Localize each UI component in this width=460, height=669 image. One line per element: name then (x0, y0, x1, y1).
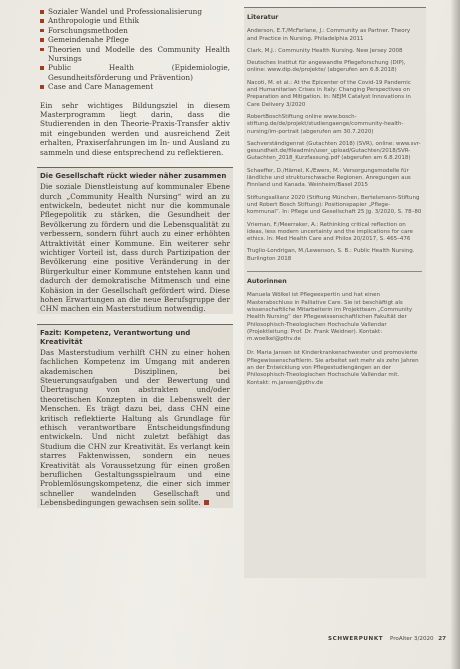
section-body: Das Masterstudium verhilft CHN zu einer hohen fachlichen Kompetenz im Umgang mit anderen akademischen Disziplinen, bei Steuerungsaufgaben und der Bewertung und Übertragung von abstrakten und/oder theoretischen Konzepten in die Lebenswelt der Menschen. Es trägt dazu bei, dass CHN eine kritisch reflektierte Haltung als Grundlage für ethisch verantwortbare Entscheidungsfindung entwickeln. Und nicht zuletzt befähigt das Studium die CHN zur Kreativität. Es verlangt kein starres Faktenwissen, sondern ein neues Kreativität als Voraussetzung für einen großen beruflichen Gestaltungsspielraum und eine Problemlösungskompetenz, die einer sich immer schneller wandelnden Gesellschaft und Lebensbedingungen gewachsen sein sollte. (40, 347, 230, 508)
reference-item: Clark, M.J.: Community Health Nursing. New Jersey 2008 (247, 47, 403, 54)
literature-heading: Literatur (247, 14, 279, 21)
intro-paragraph: Ein sehr wichtiges Bildungsziel in diesem Masterprogramm liegt darin, dass die Studierenden in den Theorie-Praxis-Transfer aktiv mit eingebunden werden und ausreichend Zeit erhalten, Praxiserfahrungen im In- und Ausland zu sammeln und diese entsprechend zu reflektieren. (40, 100, 230, 157)
reference-item: RobertBoschStiftung online www.bosch-stiftung.de/de/projekt/studiengaenge/community-health-nursing/im-portrait (abgerufen am 30.7.2020) (247, 113, 404, 135)
bullet-item: Forschungsmethoden (40, 26, 230, 35)
section-body: Die soziale Dienstleistung auf kommunaler Ebene durch „Community Health Nursing“ wird an zu entwickeln, bedeutet nicht nur die kommunale Pflegepolitik zu stärken, die Gesundheit der Bevölkerung zu fördern und die Lebensqualität zu verbessern, sondern führt auch zu einer erhöhten Attraktivität einer Kommune. Ein weiterer sehr wichtiger Vorteil ist, dass durch Partizipation der Bevölkerung eine positive Veränderung in der Bürgerkultur einer Kommune entstehen kann und dadurch der demokratische Mitmensch und eine Kohäsion in der Gesellschaft gefördert wird. Diese hohen Erwartungen an die neue Berufsgruppe der CHN machen ein Masterstudium notwendig. (40, 182, 230, 314)
reference-item: Sachverständigenrat (Gutachten 2018) (SVR), online: www.svr-gesundheit.de/fileadmin/user_upload/Gutachten/2018/SVR-Gutachten_2018_Kurzfassung.pdf (abgerufen am 6.8.2018) (247, 140, 421, 162)
page-number: 27 (438, 636, 446, 642)
end-of-article-mark (204, 500, 209, 505)
bullet-item: Anthropologie und Ethik (40, 16, 230, 25)
reference-item: Vrieman, F./Meerraker, A.: Rethinking critical reflection on ideas, less modern uncertainty and the implications for care ethics. In: Med Health Care and Philos 20/2017, S. 465–476 (247, 221, 413, 243)
reference-item: Stiftungsallianz 2020 (Stiftung München, Bertelsmann-Stiftung und Robert Bosch Stiftung): Positionspapier „Pflege-kommunal“. In: Pflege und Gesellschaft 25 Jg. 3/2020, S. 78–80 (247, 194, 422, 216)
bullet-item: Sozialer Wandel und Professionalisierung (40, 7, 230, 16)
reference-item: Anderson, E.T./McFarlane, J.: Community as Partner. Theory and Practice in Nursing. Philadelphia 2011 (247, 28, 411, 42)
bullet-item: Gemeindenahe Pflege (40, 35, 230, 44)
left-column (40, 7, 230, 508)
reference-item: Truglio-Londrigan, M./Lewenson, S. B.: Public Health Nursing. Burlington 2018 (247, 248, 415, 262)
footer-section-name: SCHWERPUNKT (328, 636, 384, 642)
footer-issue: ProAlter 3/2020 (389, 636, 434, 642)
section-conclusion (37, 324, 233, 508)
reference-item: Schaeffer, D./Hämel, K./Ewers, M.: Versorgungsmodelle für ländliche und strukturschwache Regionen. Anregungen aus Finnland und Kanada. Weinheim/Basel 2015 (247, 167, 411, 189)
section-heading: Fazit: Kompetenz, Verantwortung und Kreativität (40, 328, 191, 346)
bullet-item: Theorien und Modelle des Community Health Nursings (40, 45, 230, 64)
page-footer (328, 636, 446, 642)
module-bullet-list (40, 7, 230, 92)
reference-item: Deutsches Institut für angewandte Pflegeforschung (DIP), online: www.dip.de/projekte/ (abgerufen am 6.8.2018) (247, 60, 406, 74)
section-heading: Die Gesellschaft rückt wieder näher zusammen (40, 172, 227, 181)
bullet-item: Public Health (Epidemiologie, Gesundheitsförderung und Prävention) (40, 63, 230, 82)
divider (247, 271, 422, 272)
reference-item: Nacoti, M. et al.: At the Epicenter of the Covid-19 Pandemic and Humanitarian Crises in Italy: Changing Perspectives on Preparation and Mitigation. In: NEJM Catalyst Innovations in Care Delivery 3/2020 (247, 79, 411, 108)
section-society (37, 167, 233, 314)
bullet-item: Case and Care Management (40, 82, 230, 91)
author-bio: Manuela Wölkel ist Pflegeexpertin und hat einen Masterabschluss in Palliative Care. Sie ist beschäftigt als wissenschaftliche Mitarbeiterin im Projektteam „Community Health Nursing“ der Pflegewissenschaftlichen Fakultät der Philosophisch-Theologischen Hochschule Vallendar (Projektleitung: Prof. Dr. Frank Weidner). Kontakt: m.woelkel@pthv.de (247, 292, 413, 343)
page-edge-shadow (450, 0, 460, 669)
authors-heading: Autorinnen (247, 278, 287, 286)
author-bio: Dr. Maria Jansen ist Kinderkrankenschwester und promovierte Pflegewissenschaftlerin. Sie arbeitet seit mehr als zehn Jahren an der Entwicklung von Pflegestudiengängen an der Philosophisch-Theologischen Hochschule Vallendar mit. Kontakt: m.jansen@pthv.de (247, 350, 419, 386)
right-column (247, 14, 422, 394)
